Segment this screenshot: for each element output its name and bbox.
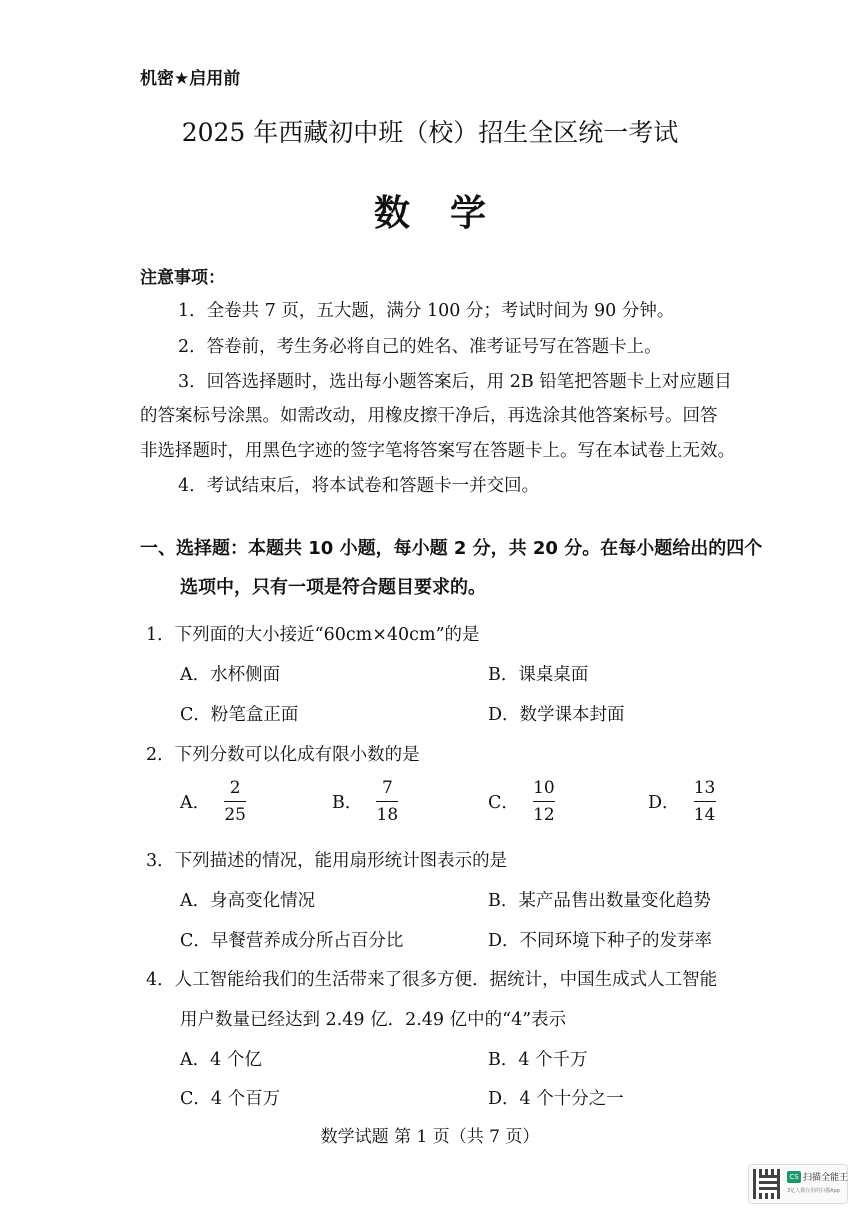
numerator: 13 — [693, 778, 716, 798]
question-3-option-d: D．不同环境下种子的发芽率 — [488, 931, 713, 951]
question-4-stem-line-2: 用户数量已经达到 2.49 亿．2.49 亿中的“4”表示 — [180, 1010, 567, 1030]
app-logo-icon: CS — [787, 1171, 801, 1183]
question-4-stem-line-1: 4．人工智能给我们的生活带来了很多方便．据统计，中国生成式人工智能 — [146, 970, 718, 990]
fraction-bar — [224, 801, 246, 802]
notice-line-4: 的答案标号涂黑。如需改动，用橡皮擦干净后，再选涂其他答案标号。回答 — [140, 406, 718, 426]
section-heading-line-2: 选项中，只有一项是符合题目要求的。 — [180, 577, 486, 598]
notice-line-5: 非选择题时，用黑色字迹的签字笔将答案写在答题卡上。写在本试卷上无效。 — [140, 441, 735, 461]
question-2-stem: 2．下列分数可以化成有限小数的是 — [146, 745, 420, 765]
question-2-option-a — [180, 778, 246, 825]
denominator: 12 — [533, 805, 555, 825]
page-footer: 数学试题 第 1 页（共 7 页） — [320, 1127, 540, 1147]
question-1-option-a: A．水杯侧面 — [180, 665, 281, 685]
scanner-tagline: 3亿人都在用的扫描App — [787, 1188, 840, 1194]
question-4-option-c: C．4 个百万 — [180, 1089, 281, 1109]
fraction-bar — [694, 801, 716, 802]
section-heading-line-1: 一、选择题：本题共 10 小题，每小题 2 分，共 20 分。在每小题给出的四个 — [140, 538, 763, 559]
denominator: 14 — [693, 805, 716, 825]
notice-line-1: 1．全卷共 7 页，五大题，满分 100 分；考试时间为 90 分钟。 — [178, 301, 675, 321]
scanner-brand: 扫描全能王 — [803, 1173, 849, 1183]
scanner-watermark — [748, 1164, 848, 1204]
numerator: 7 — [381, 778, 393, 798]
question-2-option-b — [332, 778, 398, 825]
question-3-option-b: B．某产品售出数量变化趋势 — [488, 891, 711, 911]
confidential-label: 机密★启用前 — [140, 69, 241, 89]
denominator: 25 — [224, 805, 246, 825]
fraction — [376, 778, 398, 825]
question-3-option-a: A．身高变化情况 — [180, 891, 316, 911]
question-3-option-c: C．早餐营养成分所占百分比 — [180, 931, 404, 951]
qr-code-icon — [753, 1169, 783, 1199]
fraction-bar — [376, 801, 398, 802]
option-label: A． — [180, 793, 211, 813]
notice-line-3: 3．回答选择题时，选出每小题答案后，用 2B 铅笔把答题卡上对应题目 — [178, 372, 732, 392]
question-1-option-d: D．数学课本封面 — [488, 705, 625, 725]
notice-line-2: 2．答卷前，考生务必将自己的姓名、准考证号写在答题卡上。 — [178, 337, 662, 357]
question-1-stem: 1．下列面的大小接近“60cm×40cm”的是 — [146, 625, 480, 645]
numerator: 10 — [533, 778, 555, 798]
notice-heading: 注意事项： — [140, 268, 225, 288]
option-label: C． — [488, 793, 519, 813]
notice-line-6: 4．考试结束后，将本试卷和答题卡一并交回。 — [178, 476, 540, 496]
question-3-stem: 3．下列描述的情况，能用扇形统计图表示的是 — [146, 851, 508, 871]
option-label: B． — [332, 793, 363, 813]
exam-title: 2025 年西藏初中班（校）招生全区统一考试 — [181, 118, 679, 147]
fraction — [224, 778, 246, 825]
fraction-bar — [533, 801, 555, 802]
fraction — [694, 778, 716, 825]
question-4-option-b: B．4 个千万 — [488, 1050, 588, 1070]
denominator: 18 — [376, 805, 399, 825]
question-2-option-d — [648, 778, 716, 825]
fraction — [533, 778, 555, 825]
question-2-option-c — [488, 778, 555, 825]
subject-title: 数学 — [373, 192, 526, 234]
option-label: D． — [648, 793, 680, 813]
question-1-option-b: B．课桌桌面 — [488, 665, 589, 685]
question-1-option-c: C．粉笔盒正面 — [180, 705, 299, 725]
question-4-option-a: A．4 个亿 — [180, 1050, 262, 1070]
question-4-option-d: D．4 个十分之一 — [488, 1089, 624, 1109]
numerator: 2 — [229, 778, 241, 798]
